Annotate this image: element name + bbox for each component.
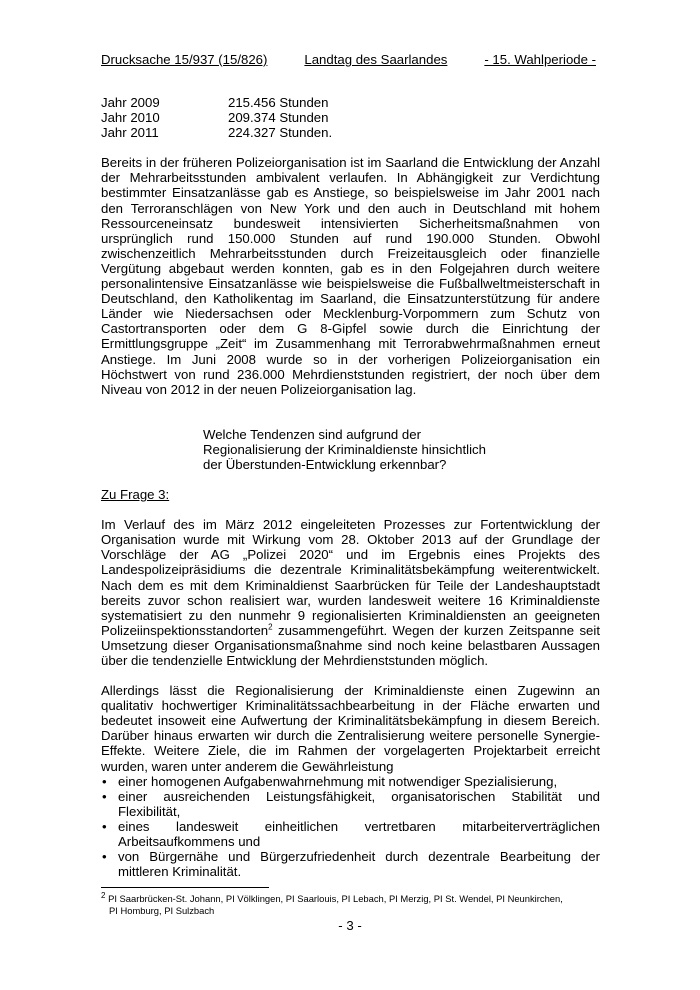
- document-body: [101, 95, 600, 879]
- hours-year: Jahr 2010: [101, 110, 160, 126]
- hours-value: 224.327 Stunden.: [228, 125, 333, 141]
- hours-row: [101, 110, 600, 125]
- footnote-reference[interactable]: 2: [268, 622, 273, 632]
- answer-label-text: Zu Frage 3:: [101, 487, 170, 503]
- header-document-number: Drucksache 15/937 (15/826): [101, 52, 268, 67]
- header-parliament: Landtag des Saarlandes: [304, 52, 448, 67]
- hours-list: [101, 95, 600, 140]
- footnote-divider: [101, 887, 269, 888]
- list-item: • einer homogenen Aufgabenwahrnehmung mit notwendiger Spezialisierung,: [101, 774, 600, 789]
- hours-year: Jahr 2011: [101, 125, 159, 141]
- list-item: • einer ausreichenden Leistungsfähigkeit, organisatorischen Stabilität und Flexibilität,: [101, 789, 600, 819]
- footnote-line1: PI Saarbrücken-St. Johann, PI Völklingen, PI Saarlouis, PI Lebach, PI Merzig, PI St. Wendel, PI Neunkirchen,: [108, 893, 563, 904]
- paragraph-reorganisation-part1: Im Verlauf des im März 2012 eingeleiteten Prozesses zur Fortentwicklung der Organisation wurde mit Wirkung vom 28. Oktober 2013 auf der Grundlage der Vorschläge der AG „Polizei 2020“ und im Ergebnis eines Projekts des Landespolizeipräsidiums die dezentrale Kriminalitätsbekämpfung weiterentwickelt. Nach dem es mit dem Kriminaldienst Saarbrücken für Teile der Landeshauptstadt bereits zuvor schon realisiert war, wurden landesweit weitere 16 Kriminaldienste systematisiert zu den nunmehr 9 regionalisierten Kriminaldiensten an geeigneten Polizeiinspektionsstandorten: [101, 517, 600, 638]
- hours-value: 215.456 Stunden: [228, 95, 329, 110]
- footnote-line2: PI Homburg, PI Sulzbach: [109, 905, 215, 917]
- paragraph-regionalisation: Allerdings lässt die Regionalisierung der Kriminaldienste einen Zugewinn an qualitativ hochwertiger Kriminalitätssachbearbeitung in der Fläche erwarten und bedeutet insoweit eine Aufwertung der Kriminalitätsbekämpfung in diesem Bereich. Darüber hinaus erwarten wir durch die Zentralisierung weitere personelle Synergie-Effekte. Weitere Ziele, die im Rahmen der vorgelagerten Projektarbeit erreicht wurden, waren unter anderem die Gewährleistung: [101, 683, 600, 774]
- paragraph-reorganisation: [101, 517, 600, 668]
- header-period: - 15. Wahlperiode -: [484, 52, 596, 67]
- hours-year: Jahr 2009: [101, 95, 160, 110]
- answer-label: [101, 487, 600, 502]
- hours-value: 209.374 Stunden: [228, 110, 329, 126]
- paragraph-reorganisation-part2: zusammengeführt. Wegen der kurzen Zeitspanne seit Umsetzung dieser Organisationsmaßnahme sind noch keine belastbaren Aussagen über die tendenzielle Entwicklung der Mehrdienststunden möglich.: [101, 622, 600, 668]
- hours-row: [101, 95, 600, 110]
- paragraph-overtime-history: Bereits in der früheren Polizeiorganisation ist im Saarland die Entwicklung der Anzahl der Mehrarbeitsstunden ambivalent verlaufen. In Abhängigkeit zur Verdichtung bestimmter Einsatzanlässe gab es Anstiege, so beispielsweise im Jahr 2001 nach den Terroranschlägen von New York und den auch in Deutschland mit hohem Ressourceneinsatz bundesweit intensivierten Sicherheitsmaßnahmen von ursprünglich rund 150.000 Stunden auf rund 190.000 Stunden. Obwohl zwischenzeitlich Mehrarbeitsstunden durch Freizeitausgleich oder finanzielle Vergütung abgebaut werden konnten, gab es in den Folgejahren durch weitere personalintensive Einsatzanlässe wie beispielsweise die Fußballweltmeisterschaft in Deutschland, den Katholikentag im Saarland, die Einsatzunterstützung für andere Länder wie Niedersachsen oder Mecklenburg-Vorpommern zum Schutz von Castortransporten oder dem G 8-Gipfel sowie durch die Einrichtung der Ermittlungsgruppe „Zeit“ im Zusammenhang mit Terrorabwehrmaßnahmen erneut Anstiege. Im Juni 2008 wurde so in der vorherigen Polizeiorganisation ein Höchstwert von rund 236.000 Mehrdienststunden registriert, der noch über dem Niveau von 2012 in der neuen Polizeiorganisation lag.: [101, 155, 600, 397]
- goals-list: [101, 774, 600, 880]
- footnote-number: 2: [101, 890, 106, 900]
- footnote: [101, 890, 600, 917]
- question-3: Welche Tendenzen sind aufgrund der Regionalisierung der Kriminaldienste hinsichtlich der Überstunden-Entwicklung erkennbar?: [203, 426, 486, 472]
- list-item: • eines landesweit einheitlichen vertretbaren mitarbeiterverträglichen Arbeitsaufkommens und: [101, 819, 600, 849]
- hours-row: [101, 125, 600, 140]
- page-header: [101, 52, 596, 68]
- list-item: • von Bürgernähe und Bürgerzufriedenheit durch dezentrale Bearbeitung der mittleren Kriminalität.: [101, 849, 600, 879]
- page-number: - 3 -: [338, 918, 362, 933]
